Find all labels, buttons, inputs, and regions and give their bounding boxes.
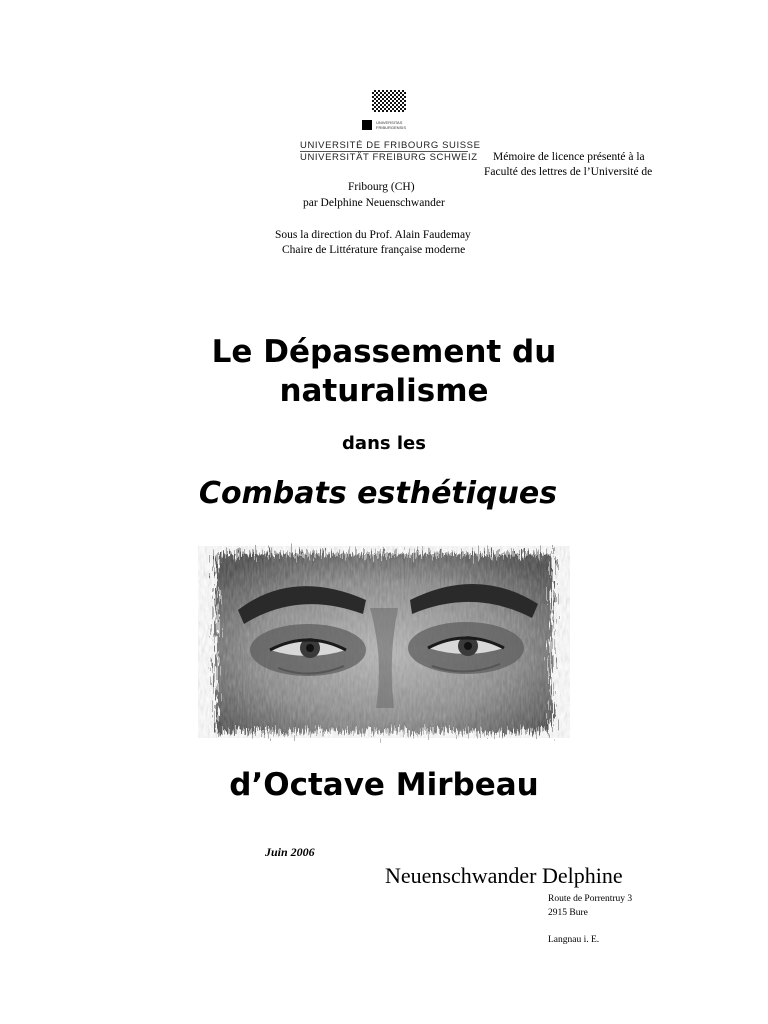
svg-text:FRIBURGENSIS: FRIBURGENSIS	[376, 125, 407, 130]
date-text: Juin 2006	[265, 845, 315, 859]
title-line-1: Le Dépassement du	[211, 334, 557, 370]
memoire-line-1: Mémoire de licence présenté à la	[493, 151, 645, 163]
address-alt-city: Langnau i. E.	[548, 935, 600, 945]
university-logo-icon	[362, 90, 408, 134]
supervisor-text: Sous la direction du Prof. Alain Faudemay	[275, 229, 471, 241]
author-name: Neuenschwander Delphine	[385, 863, 623, 888]
portrait-eyes-image	[198, 538, 570, 748]
university-name-de: UNIVERSITÄT FREIBURG SCHWEIZ	[300, 152, 478, 163]
address-street: Route de Porrentruy 3	[548, 894, 633, 904]
subject-title: d’Octave Mirbeau	[229, 767, 539, 803]
place-text: Fribourg (CH)	[348, 181, 415, 193]
title-line-2: naturalisme	[279, 373, 489, 409]
chair-text: Chaire de Littérature française moderne	[282, 244, 466, 256]
page-title	[0, 333, 768, 411]
title-connector: dans les	[342, 433, 426, 454]
svg-text:UNIVERSITAS: UNIVERSITAS	[376, 120, 403, 125]
memoire-line-2: Faculté des lettres de l’Université de	[484, 166, 653, 178]
author-credit: par Delphine Neuenschwander	[303, 197, 445, 209]
work-title: Combats esthétiques	[198, 476, 558, 511]
university-name-fr: UNIVERSITÉ DE FRIBOURG SUISSE	[300, 140, 481, 151]
address-city: 2915 Bure	[548, 908, 588, 918]
